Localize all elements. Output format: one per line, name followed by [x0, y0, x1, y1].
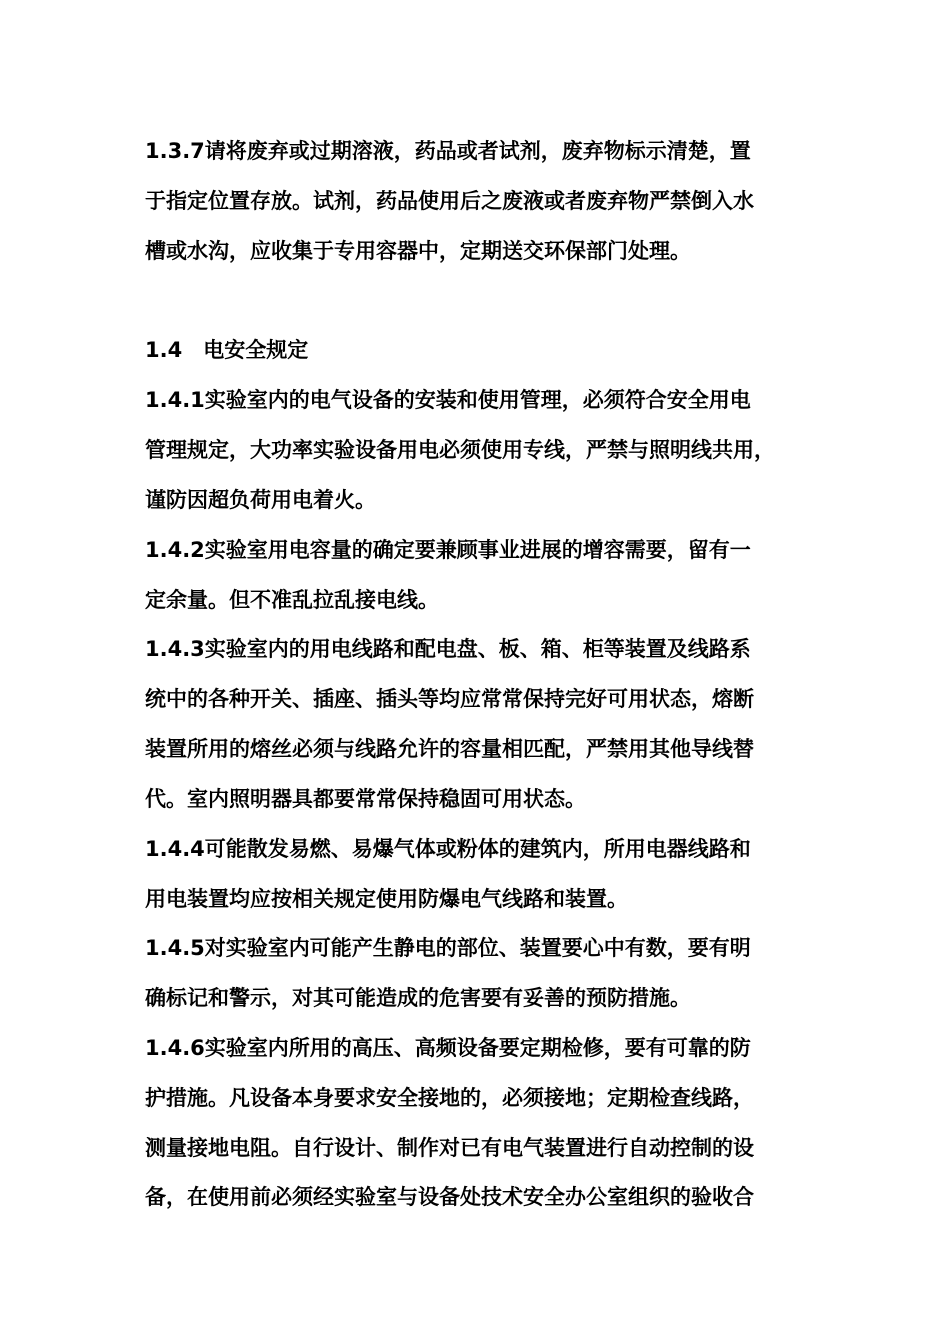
paragraph-1-3-7-line-1: 1.3.7请将废弃或过期溶液，药品或者试剂，废弃物标示清楚，置 — [145, 139, 751, 163]
paragraph-1-4-3-line-1: 1.4.3实验室内的用电线路和配电盘、板、箱、柜等装置及线路系 — [145, 637, 751, 661]
paragraph-1-4-2-line-2: 定余量。但不准乱拉乱接电线。 — [145, 588, 439, 612]
paragraph-1-4-1-line-1: 1.4.1实验室内的电气设备的安装和使用管理，必须符合安全用电 — [145, 388, 751, 412]
paragraph-1-4-6-line-4: 备，在使用前必须经实验室与设备处技术安全办公室组织的验收合 — [145, 1185, 754, 1209]
paragraph-1-4-3-line-2: 统中的各种开关、插座、插头等均应常常保持完好可用状态，熔断 — [145, 687, 754, 711]
paragraph-1-4-3-line-4: 代。室内照明器具都要常常保持稳固可用状态。 — [145, 787, 586, 811]
paragraph-1-4-5-line-2: 确标记和警示，对其可能造成的危害要有妥善的预防措施。 — [145, 986, 691, 1010]
paragraph-1-4-6-line-1: 1.4.6实验室内所用的高压、高频设备要定期检修，要有可靠的防 — [145, 1036, 751, 1060]
paragraph-1-4-1-line-2: 管理规定，大功率实验设备用电必须使用专线，严禁与照明线共用， — [145, 438, 775, 462]
paragraph-1-4-6-line-2: 护措施。凡设备本身要求安全接地的，必须接地；定期检查线路， — [145, 1086, 754, 1110]
section-heading-1-4: 1.4 电安全规定 — [145, 338, 309, 362]
paragraph-1-3-7-line-2: 于指定位置存放。试剂，药品使用后之废液或者废弃物严禁倒入水 — [145, 189, 754, 213]
paragraph-1-4-6-line-3: 测量接地电阻。自行设计、制作对已有电气装置进行自动控制的设 — [145, 1136, 754, 1160]
paragraph-1-3-7-line-3: 槽或水沟，应收集于专用容器中，定期送交环保部门处理。 — [145, 239, 691, 263]
paragraph-1-4-4-line-2: 用电装置均应按相关规定使用防爆电气线路和装置。 — [145, 887, 628, 911]
paragraph-1-4-3-line-3: 装置所用的熔丝必须与线路允许的容量相匹配，严禁用其他导线替 — [145, 737, 754, 761]
paragraph-1-4-2-line-1: 1.4.2实验室用电容量的确定要兼顾事业进展的增容需要，留有一 — [145, 538, 751, 562]
paragraph-1-4-5-line-1: 1.4.5对实验室内可能产生静电的部位、装置要心中有数，要有明 — [145, 936, 751, 960]
paragraph-1-4-1-line-3: 谨防因超负荷用电着火。 — [145, 488, 376, 512]
paragraph-1-4-4-line-1: 1.4.4可能散发易燃、易爆气体或粉体的建筑内，所用电器线路和 — [145, 837, 751, 861]
